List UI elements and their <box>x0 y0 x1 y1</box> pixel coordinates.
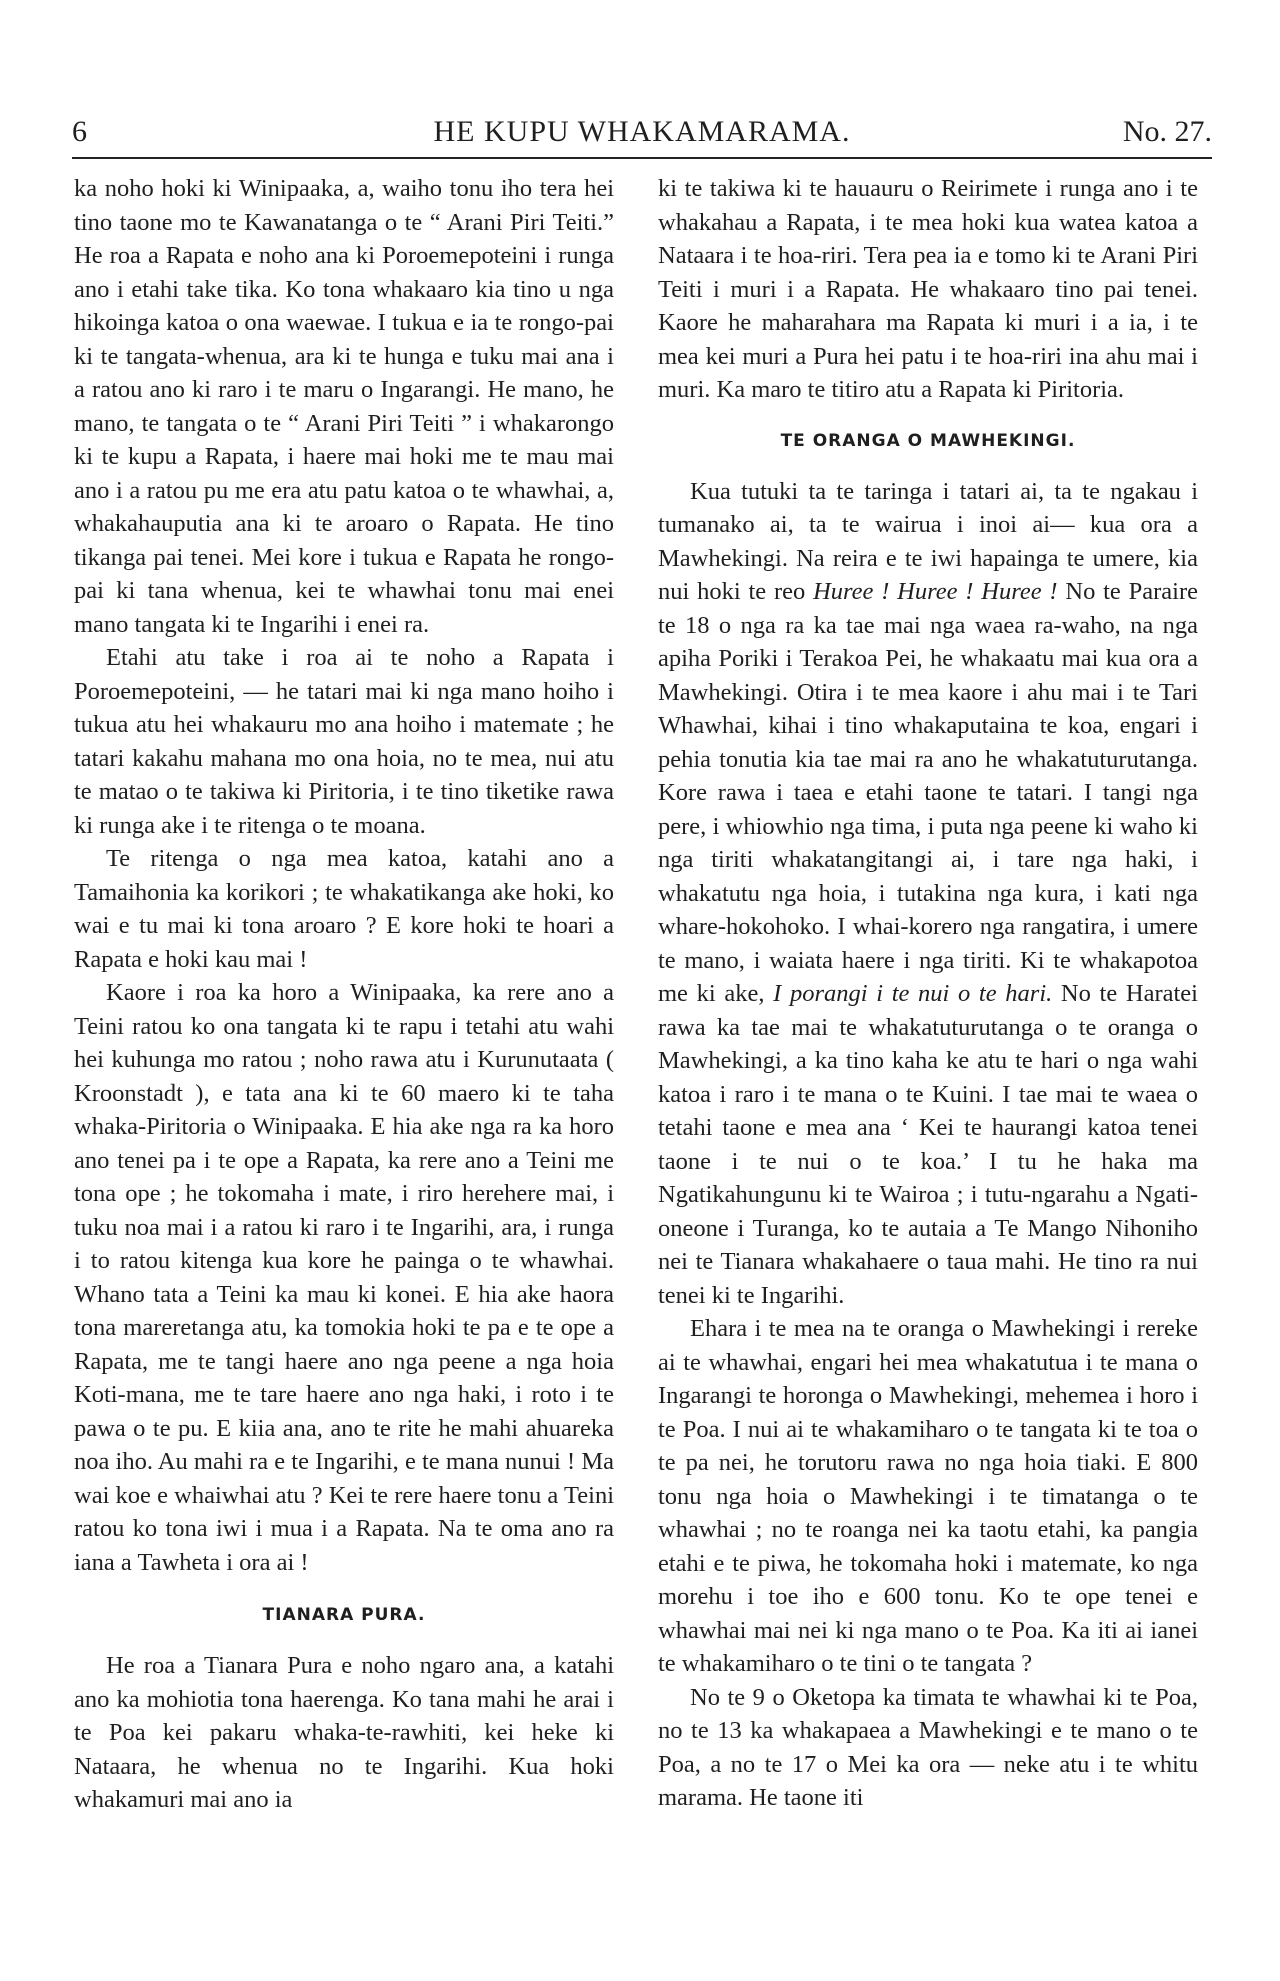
paragraph: No te 9 o Oketopa ka timata te whawhai ki te Poa, no te 13 ka whakapaea a Mawhekingi e te mano o te Poa, a no te 17 o Mei ka ora — neke atu i te whitu marama. He taone iti <box>658 1683 1198 1811</box>
paragraph: ki te takiwa ki te hauauru o Reirimete i runga ano i te whakahau a Rapata, i te mea hoki kua watea katoa a Nataara i te hoa-riri. Tera pea ia e tomo ki te Arani Piri Teiti i muri i a Rapata. He whakaaro tino pai tenei. Kaore he maharahara ma Rapata ki muri i a ia, i te mea kei muri a Pura hei patu i te hoa-riri ina ahu mai i muri. Ka maro te titiro atu a Rapata ki Piritoria. <box>658 175 1198 403</box>
text-run: No te Haratei rawa ka tae mai te whakatuturutanga o te oranga o Mawhekingi, a ka tino kaha ke atu te hari o nga wahi katoa i raro i te mana o te Kuini. I tae mai te waea o tetahi taone e mea ana ‘ Kei te haurangi katoa tenei taone i te nui o te koa.’ I tu he haka ma Ngatikahungunu ki te Wairoa ; i tutu-ngarahu a Ngati-oneone i Turanga, ko te autaia a Te Mango Nihoniho nei te Tianara whakahaere o taua mahi. He tino ra nui tenei ki te Ingarihi. <box>658 980 1198 1309</box>
paragraph: Ehara i te mea na te oranga o Mawhekingi i rereke ai te whawhai, engari hei mea whakatutua i te mana o Ingarangi te horonga o Mawhekingi, mehemea i horo i te Poa. I nui ai te whakamiharo o te tangata ki te toa o te pa nei, he torutoru rawa no nga hoia tiaki. E 800 tonu nga hoia o Mawhekingi i te timatanga o te whawhai ; no te roanga nei ka taotu etahi, ka pangia etahi e te piwa, he tokomaha hoki i matemate, ko nga morehu i toe iho e 600 tonu. Ko te ope tenei e whawhai mai nei ki nga mano o te Poa. Ka iti ai ianei te whakamiharo o te tini o te tangata ? <box>658 1315 1198 1677</box>
paragraph <box>658 475 1198 1313</box>
paragraph: He roa a Tianara Pura e noho ngaro ana, a katahi ano ka mohiotia tona haerenga. Ko tana mahi he arai i te Poa kei pakaru whaka-te-rawhiti, kei heke ki Nataara, he whenua no te Ingarihi. Kua hoki whakamuri mai ano ia <box>74 1652 614 1813</box>
right-column <box>658 172 1198 1815</box>
italic-text: Huree ! Huree ! Huree ! <box>813 578 1058 605</box>
header-rule <box>72 157 1212 159</box>
paragraph: ka noho hoki ki Winipaaka, a, waiho tonu iho tera hei tino taone mo te Kawanatanga o te “ Arani Piri Teiti.” He roa a Rapata e noho ana ki Poroemepoteini i runga ano i etahi take tika. Ko tona whakaaro kia tino u nga hikoinga katoa o ona waewae. I tukua e ia te rongo-pai ki te tangata-whenua, ara ki te hunga e tuku mai ana i a ratou ano ki raro i te maru o Ingarangi. He mano, he mano, te tangata o te “ Arani Piri Teiti ” i whakarongo ki te kupu a Rapata, i haere mai hoki me te mau mai ano i a ratou pu me era atu patu katoa o te whawhai, a, whakahauputia ana ki te aroaro o Rapata. He tino tikanga pai tenei. Mei kore i tukua e Rapata he rongo-pai ki tana whenua, kei te whawhai tonu mai enei mano tangata ki te Ingarihi i enei ra. <box>74 175 614 638</box>
paragraph: Te ritenga o nga mea katoa, katahi ano a Tamaihonia ka korikori ; te whakatikanga ake hoki, ko wai e tu mai ki tona aroaro ? E kore hoki te hoari a Rapata e hoki kau mai ! <box>74 845 614 973</box>
text-run: No te Paraire te 18 o nga ra ka tae mai nga waea ra-waho, na nga apiha Poriki i Terakoa Pei, he whakaatu mai kua ora a Mawhekingi. Otira i te mea kaore i ahu mai i te Tari Whawhai, kihai i tino whakaputaina te koa, engari i pehia tonutia kia tae mai ra ano he whakatuturutanga. Kore rawa i taea e etahi taone te tatari. I tangi nga pere, i whiowhio nga tima, i puta nga peene ki waho ki nga tiriti whakatangitangi ai, i tare nga haki, i whakatutu nga hoia, i tutakina nga kura, i kati nga whare-hokohoko. I whai-korero nga rangatira, i umere te mano, i waiata haere i nga tiriti. Ki te whakapotoa me ki ake, <box>658 578 1198 1007</box>
left-column <box>74 172 614 1817</box>
text-run: Kua tutuki ta te taringa i tatari ai, ta te ngakau i tumanako ai, ta te wairua i inoi ai— kua ora a Mawhekingi. Na reira e te iwi hapainga te umere, kia nui hoki te reo <box>658 477 1198 605</box>
section-heading: TE ORANGA O MAWHEKINGI. <box>780 430 1076 451</box>
publication-title: HE KUPU WHAKAMARAMA. <box>433 115 851 148</box>
running-header <box>72 108 1212 156</box>
page-number: 6 <box>72 115 87 148</box>
paragraph: Kaore i roa ka horo a Winipaaka, ka rere ano a Teini ratou ko ona tangata ki te rapu i tetahi atu wahi hei kuhunga mo ratou ; noho rawa atu i Kurunutaata ( Kroonstadt ), e tata ana ki te 60 maero ki te taha whaka-Piritoria o Winipaaka. E hia ake nga ra ka horo ano tenei pa i te ope a Rapata, ka rere ano a Teini me tona ope ; he tokomaha i mate, i riro herehere mai, i tuku noa mai i a ratou ki raro i te Ingarihi, ara, i runga i to ratou kitenga kua kore he painga o te whawhai. Whano tata a Teini ka mau ki konei. E hia ake haora tona mareretanga atu, ka tomokia hoki te pa e te ope a Rapata, me te tangi haere ano nga peene a nga hoia Koti-mana, me te tare haere ano nga haki, i roto i te pawa o te pu. E kiia ana, ano te rite he mahi ahuareka noa iho. Au mahi ra e te Ingarihi, e te mana nunui ! Ma wai koe e whaiwhai atu ? Kei te rere haere tonu a Teini ratou ko tona iwi i mua i a Rapata. Na te oma ano ra iana a Tawheta i ora ai ! <box>74 979 614 1576</box>
paragraph: Etahi atu take i roa ai te noho a Rapata i Poroemepoteini, — he tatari mai ki nga mano hoiho i tukua atu hei whakauru mo ana hoiho i matemate ; he tatari kakahu mahana mo ona hoia, no te mea, nui atu te matao o te takiwa ki Piritoria, i te tino tiketike rawa ki runga ake i te ritenga o te moana. <box>74 644 614 839</box>
italic-text: I porangi i te nui o te hari. <box>773 980 1053 1007</box>
issue-number: No. 27. <box>1122 115 1212 148</box>
section-heading: TIANARA PURA. <box>262 1605 426 1625</box>
